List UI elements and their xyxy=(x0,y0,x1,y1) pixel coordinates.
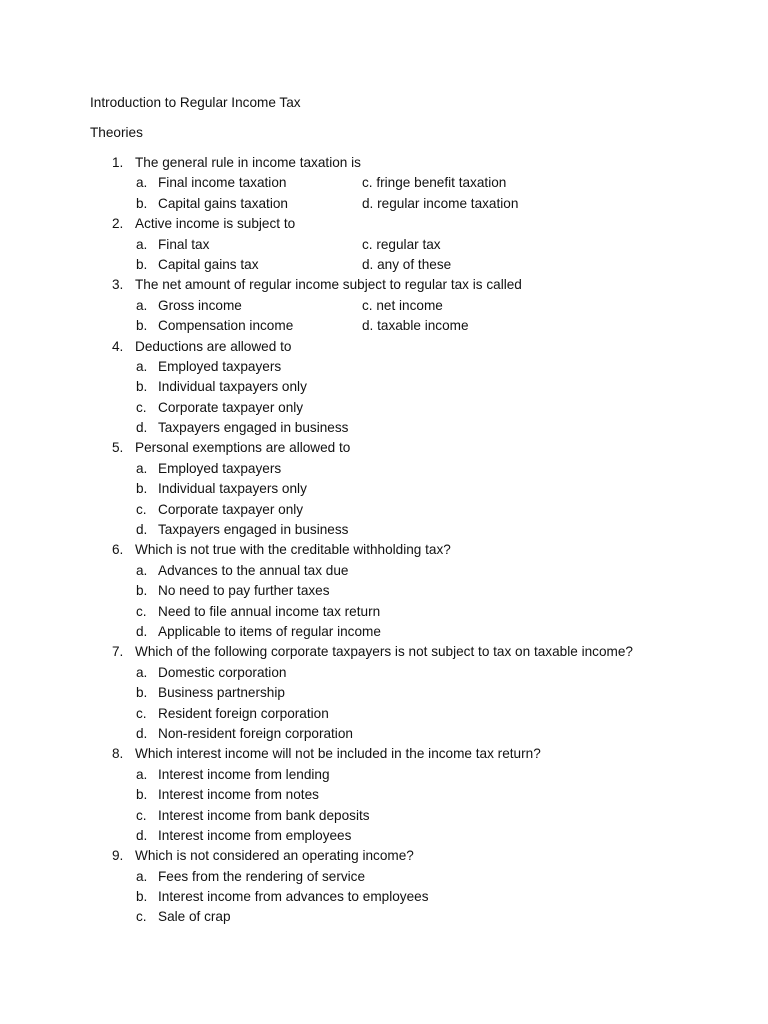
question-number: 1. xyxy=(112,155,124,170)
answer-option xyxy=(0,806,768,826)
question-text: Which is not considered an operating income? xyxy=(135,848,414,864)
answer-option xyxy=(0,561,768,581)
answer-option xyxy=(0,907,768,927)
option-letter: a. xyxy=(136,358,148,374)
question-text: Which of the following corporate taxpayers is not subject to tax on taxable income? xyxy=(135,644,633,660)
option-text-right-column: c. regular tax xyxy=(362,236,441,252)
answer-option xyxy=(0,724,768,744)
question-text: Which interest income will not be included in the income tax return? xyxy=(135,746,541,762)
question-number: 6. xyxy=(112,542,124,558)
question-item xyxy=(0,744,768,764)
option-text: Sale of crap xyxy=(158,909,231,925)
question-text: Personal exemptions are allowed to xyxy=(135,440,351,456)
question-number: 5. xyxy=(112,440,124,456)
question-list xyxy=(0,153,768,928)
option-letter: a. xyxy=(136,868,148,884)
option-text: Interest income from bank deposits xyxy=(158,807,370,823)
option-letter: c. xyxy=(136,909,147,925)
answer-option xyxy=(0,500,768,520)
question-number: 7. xyxy=(112,644,124,660)
answer-option xyxy=(0,194,768,214)
option-letter: c. xyxy=(136,807,147,823)
option-text: Corporate taxpayer only xyxy=(158,501,304,517)
answer-option xyxy=(0,296,768,316)
option-text: Applicable to items of regular income xyxy=(158,623,381,639)
option-letter: d. xyxy=(136,420,148,436)
option-letter: a. xyxy=(136,297,148,313)
option-text: Taxpayers engaged in business xyxy=(158,420,349,436)
option-text-right-column: c. net income xyxy=(362,297,443,313)
option-letter: a. xyxy=(136,236,148,252)
answer-option xyxy=(0,581,768,601)
answer-option xyxy=(0,357,768,377)
answer-option xyxy=(0,887,768,907)
section-heading: Theories xyxy=(90,125,143,140)
question-number: 8. xyxy=(112,746,124,762)
option-text: No need to pay further taxes xyxy=(158,583,330,599)
question-item xyxy=(0,153,768,173)
option-text-right-column: c. fringe benefit taxation xyxy=(362,175,507,191)
option-text: Individual taxpayers only xyxy=(158,379,307,395)
option-text: Taxpayers engaged in business xyxy=(158,522,349,538)
option-text: Capital gains tax xyxy=(158,256,259,272)
option-text: Interest income from employees xyxy=(158,827,352,843)
option-letter: c. xyxy=(136,603,147,619)
answer-option xyxy=(0,704,768,724)
option-letter: a. xyxy=(136,175,148,191)
option-letter: c. xyxy=(136,705,147,721)
question-item xyxy=(0,642,768,662)
option-letter: b. xyxy=(136,787,148,803)
answer-option xyxy=(0,520,768,540)
option-letter: d. xyxy=(136,522,148,538)
question-number: 2. xyxy=(112,216,124,232)
question-item xyxy=(0,214,768,234)
answer-option xyxy=(0,479,768,499)
question-number: 3. xyxy=(112,277,124,293)
answer-option xyxy=(0,785,768,805)
option-letter: b. xyxy=(136,256,148,272)
question-text: The net amount of regular income subject to regular tax is called xyxy=(135,277,522,293)
answer-option xyxy=(0,622,768,642)
answer-option xyxy=(0,418,768,438)
option-letter: b. xyxy=(136,889,148,905)
answer-option xyxy=(0,459,768,479)
option-text: Final tax xyxy=(158,236,210,252)
option-text: Interest income from notes xyxy=(158,787,319,803)
option-text: Compensation income xyxy=(158,318,294,334)
option-letter: d. xyxy=(136,827,148,843)
question-text: Active income is subject to xyxy=(135,216,296,232)
answer-option xyxy=(0,602,768,622)
question-number: 9. xyxy=(112,848,124,864)
option-letter: b. xyxy=(136,195,148,211)
question-item xyxy=(0,438,768,458)
option-letter: b. xyxy=(136,583,148,599)
option-letter: b. xyxy=(136,379,148,395)
question-text: The general rule in income taxation is xyxy=(135,155,361,170)
option-text: Interest income from advances to employees xyxy=(158,889,429,905)
option-text: Need to file annual income tax return xyxy=(158,603,381,619)
option-letter: d. xyxy=(136,725,148,741)
option-letter: c. xyxy=(136,501,147,517)
option-text: Interest income from lending xyxy=(158,766,330,782)
option-text: Capital gains taxation xyxy=(158,195,288,211)
option-text: Final income taxation xyxy=(158,175,287,191)
answer-option xyxy=(0,765,768,785)
option-text: Gross income xyxy=(158,297,242,313)
option-text-right-column: d. regular income taxation xyxy=(362,195,519,211)
option-letter: d. xyxy=(136,623,148,639)
option-letter: a. xyxy=(136,664,148,680)
option-text-right-column: d. taxable income xyxy=(362,318,469,334)
option-text-right-column: d. any of these xyxy=(362,256,452,272)
option-text: Corporate taxpayer only xyxy=(158,399,304,415)
answer-option xyxy=(0,683,768,703)
question-item xyxy=(0,337,768,357)
answer-option xyxy=(0,398,768,418)
answer-option xyxy=(0,826,768,846)
option-text: Fees from the rendering of service xyxy=(158,868,366,884)
option-letter: c. xyxy=(136,399,147,415)
option-letter: b. xyxy=(136,318,148,334)
option-letter: b. xyxy=(136,685,148,701)
option-text: Employed taxpayers xyxy=(158,460,282,476)
option-text: Individual taxpayers only xyxy=(158,481,307,497)
question-item xyxy=(0,540,768,560)
option-text: Advances to the annual tax due xyxy=(158,562,349,578)
question-item xyxy=(0,846,768,866)
option-text: Non-resident foreign corporation xyxy=(158,725,353,741)
document-title: Introduction to Regular Income Tax xyxy=(90,95,301,110)
question-text: Deductions are allowed to xyxy=(135,338,292,354)
answer-option xyxy=(0,255,768,275)
answer-option xyxy=(0,173,768,193)
option-letter: a. xyxy=(136,562,148,578)
answer-option xyxy=(0,316,768,336)
answer-option xyxy=(0,663,768,683)
option-text: Business partnership xyxy=(158,685,285,701)
option-text: Employed taxpayers xyxy=(158,358,282,374)
question-text: Which is not true with the creditable withholding tax? xyxy=(135,542,451,558)
answer-option xyxy=(0,377,768,397)
option-letter: b. xyxy=(136,481,148,497)
answer-option xyxy=(0,235,768,255)
option-letter: a. xyxy=(136,766,148,782)
option-text: Domestic corporation xyxy=(158,664,287,680)
question-item xyxy=(0,275,768,295)
answer-option xyxy=(0,867,768,887)
question-number: 4. xyxy=(112,338,124,354)
option-text: Resident foreign corporation xyxy=(158,705,329,721)
option-letter: a. xyxy=(136,460,148,476)
